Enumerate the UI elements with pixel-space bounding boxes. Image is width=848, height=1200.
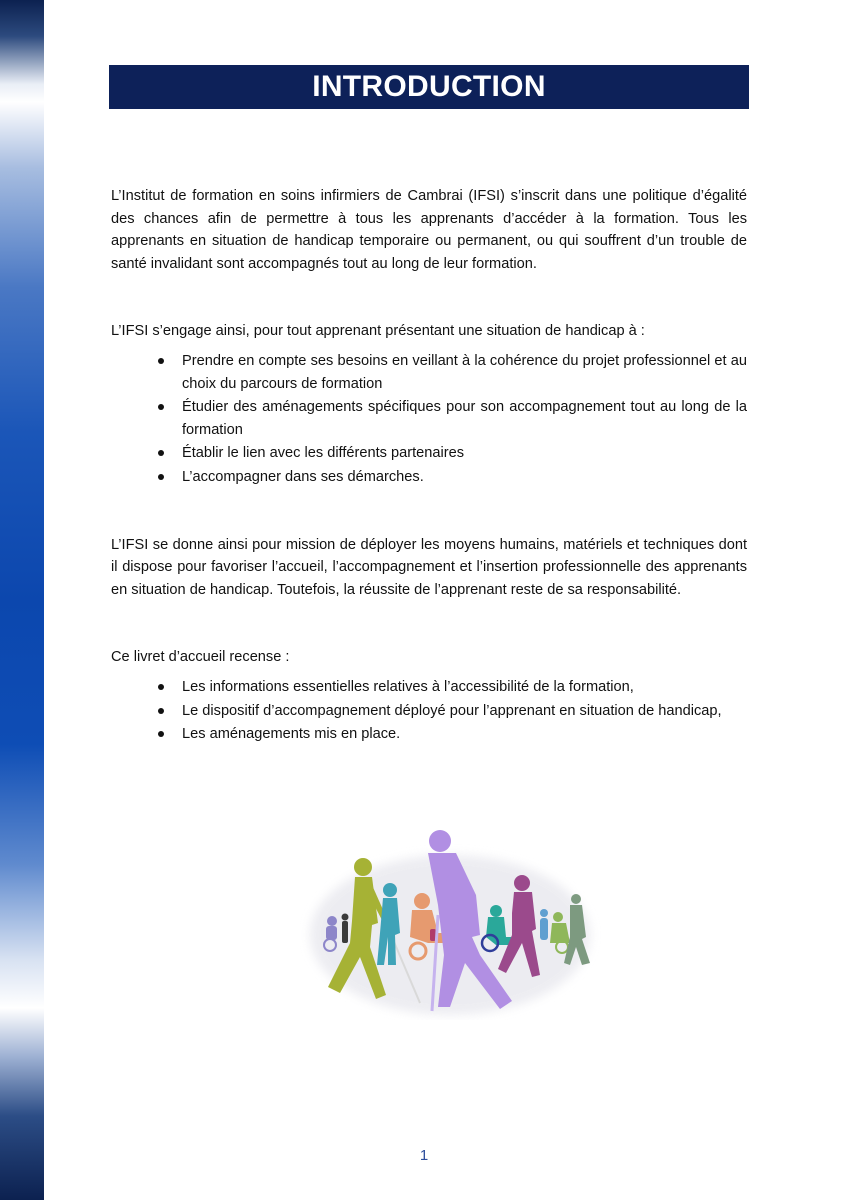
people-with-disabilities-illustration-icon	[300, 825, 605, 1020]
page-number: 1	[419, 1147, 429, 1164]
intro-paragraph: L’Institut de formation en soins infirmiers de Cambrai (IFSI) s’inscrit dans une politique d’égalité des chances afin de permettre à tous les apprenants d’accéder à la formation. Tous les apprenants en situation de handicap temporaire ou permanent, ou qui souffrent d’un trouble de santé invalidant sont accompagnés tout au long de leur formation.	[111, 188, 747, 272]
title-banner	[109, 65, 749, 109]
list-item: Établir le lien avec les différents partenaires	[182, 442, 747, 465]
livret-list	[111, 676, 747, 746]
list-item: Étudier des aménagements spécifiques pour son accompagnement tout au long de la formation	[182, 396, 747, 441]
engagement-list	[111, 350, 747, 489]
list-item: L’accompagner dans ses démarches.	[182, 466, 747, 489]
page-title: INTRODUCTION	[312, 70, 546, 103]
mission-paragraph: L’IFSI se donne ainsi pour mission de déployer les moyens humains, matériels et techniques dont il dispose pour favoriser l’accueil, l’accompagnement et l’insertion professionnelle des apprenants en situation de handicap. Toutefois, la réussite de l’apprenant reste de sa responsabilité.	[111, 536, 747, 598]
document-body	[111, 185, 747, 747]
list-item: Les informations essentielles relatives à l’accessibilité de la formation,	[182, 676, 747, 699]
list-item: Le dispositif d’accompagnement déployé pour l’apprenant en situation de handicap,	[182, 700, 747, 723]
engagement-lead: L’IFSI s’engage ainsi, pour tout apprenant présentant une situation de handicap à :	[111, 323, 645, 340]
livret-lead: Ce livret d’accueil recense :	[111, 649, 290, 666]
list-item: Prendre en compte ses besoins en veillant à la cohérence du projet professionnel et au choix du parcours de formation	[182, 350, 747, 395]
list-item: Les aménagements mis en place.	[182, 723, 747, 746]
side-decorative-band	[0, 0, 44, 1200]
